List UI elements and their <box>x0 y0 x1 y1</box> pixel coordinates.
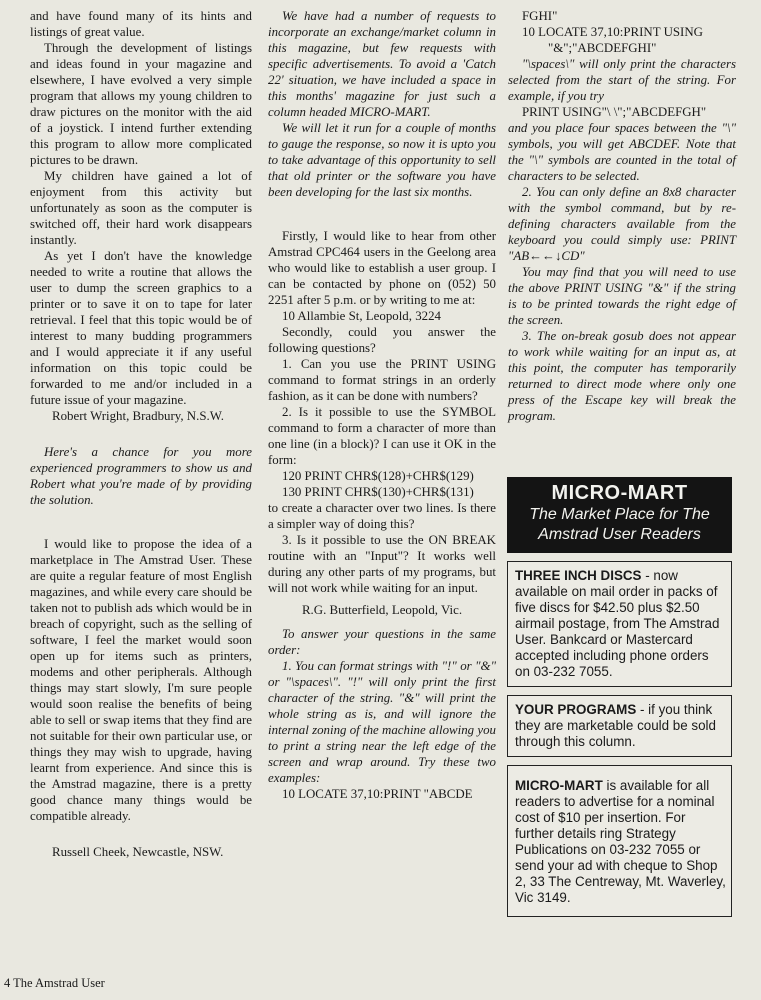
ad-programs-heading: YOUR PROGRAMS <box>515 702 637 717</box>
ad-your-programs <box>507 695 732 757</box>
ad-discs-body: - now available on mail order in packs of five discs for $42.50 plus $2.50 airmail postage, from The Amstrad User. Bankcard or Mastercard accepted including phone orders on 03-232 7055. <box>515 568 720 679</box>
letter3-para1: Firstly, I would like to hear from other Amstrad CPC464 users in the Geelong area who would like to establish a user group. I can be contacted by phone on (052) 50 2251 after 5 p.m. or by writing to me at: <box>268 229 496 307</box>
letter3-address: 10 Allambie St, Leopold, 3224 <box>282 309 441 323</box>
letter3-question2b: to create a character over two lines. Is there a simpler way of doing this? <box>268 501 496 531</box>
ad-info-body: is available for all readers to advertise for a nominal cost of $10 per insertion. For further details ring Strategy Publications on 03-232 7055 or send your ad with cheque to Shop 2, 33 The Centreway, Mt. Waverley, Vic 3149. <box>515 778 726 905</box>
column-middle <box>268 8 496 802</box>
letter3-question1: 1. Can you use the PRINT USING command to format strings in an orderly fashion, as it can be done with numbers? <box>268 357 496 403</box>
ad-micro-mart-info <box>507 765 732 917</box>
column-left <box>30 8 252 860</box>
answer-2b: You may find that you will need to use the above PRINT USING "&" if the string is to be printed towards the right edge of the screen. <box>508 265 736 327</box>
letter1-para4: As yet I don't have the knowledge needed to write a routine that allows the user to dump the screen graphics to a printer or to save it on to tape for later retrieval. I feel that this topic would be of interest to many budding programmers and I would appreciate it if any useful information on this topic could be forwarded to me and/or included in a future issue of your magazine. <box>30 249 252 407</box>
answer-3: 3. The on-break gosub does not appear to work while waiting for an input as, at this point, the computer has temporarily returned to direct mode where only one press of the Escape key will break the program. <box>508 329 736 423</box>
answer-1c: and you place four spaces between the "\" symbols, you will get ABCDEF. Note that the "\" symbols are counted in the total of characters to be selected. <box>508 121 736 183</box>
letter2-para1: I would like to propose the idea of a marketplace in The Amstrad User. These are quite a regular feature of most English magazines, and while every care should be taken not to publish ads which would be in breach of copyright, such as the selling of software, I feel the market would soon open up for items such as printers, modems and other peripherals. Although things may start slowly, I'm sure people would soon realise the benefits of being able to sell or swap items that they find are not suitable for their own particular use, or things they may wish to upgrade, having learnt from experience. And since this is the Amstrad magazine, there is a pretty good chance many things would be compatible already. <box>30 537 252 823</box>
code-line-10a-cont: FGHI" <box>522 9 558 23</box>
letter1-para1: and have found many of its hints and listings of great value. <box>30 9 252 39</box>
letter1-para2: Through the development of listings and ideas found in your magazine and elsewhere, I have evolved a very simple program that allows my young children to draw pictures on the monitor with the aid of a joystick. I intend further extending this program to allow more complicated pictures to be drawn. <box>30 41 252 167</box>
code-line-10b-cont: "&";"ABCDEFGHI" <box>548 41 657 55</box>
letter3-question2: 2. Is it possible to use the SYMBOL command to form a character of more than one line (in a block)? I can use it OK in the form: <box>268 405 496 467</box>
code-line-10a: 10 LOCATE 37,10:PRINT "ABCDE <box>282 787 473 801</box>
letter3-question3: 3. Is it possible to use the ON BREAK routine with an "Input"? It works well during any other parts of my programs, but will not work while waiting for an input. <box>268 533 496 595</box>
code-print-using: PRINT USING"\ \";"ABCDEFGH" <box>522 105 707 119</box>
micro-mart-panel <box>507 477 732 917</box>
page-footer: 4 The Amstrad User <box>4 976 105 990</box>
ad-discs-heading: THREE INCH DISCS <box>515 568 642 583</box>
code-line-120: 120 PRINT CHR$(128)+CHR$(129) <box>282 469 474 483</box>
letter3-signature: R.G. Butterfield, Leopold, Vic. <box>301 603 463 617</box>
micro-mart-title: MICRO-MART <box>551 482 688 504</box>
micro-mart-header <box>507 477 732 553</box>
ad-three-inch-discs <box>507 561 732 687</box>
editor-reply-2a: We have had a number of requests to incorporate an exchange/market column in this magazine, but few requests with specific advertisements. To avoid a 'Catch 22' situation, we have included a space in this months' magazine for just such a column headed MICRO-MART. <box>268 9 496 119</box>
ad-programs-body: - if you think they are marketable could be sold through this column. <box>515 702 716 749</box>
micro-mart-subtitle: The Market Place for The Amstrad User Readers <box>529 506 710 543</box>
answer-1b: "\spaces\" will only print the characters selected from the start of the string. For example, if you try <box>508 57 736 103</box>
ad-info-heading: MICRO-MART <box>515 778 603 793</box>
column-right <box>508 8 736 424</box>
letter2-signature: Russell Cheek, Newcastle, NSW. <box>52 845 224 859</box>
editor-reply-2b: We will let it run for a couple of months to gauge the response, so now it is upto you to take advantage of this opportunity to sell that old printer or the software you have been developing for the last six months. <box>268 121 496 199</box>
code-line-130: 130 PRINT CHR$(130)+CHR$(131) <box>282 485 474 499</box>
letter3-para2: Secondly, could you answer the following questions? <box>268 325 496 355</box>
answer-2: 2. You can only define an 8x8 character with the symbol command, but by re-defining characters available from the keyboard you could simply use: PRINT "AB←←↓CD" <box>508 185 736 263</box>
answer-intro: To answer your questions in the same order: <box>268 627 496 657</box>
code-line-10b: 10 LOCATE 37,10:PRINT USING <box>522 25 703 39</box>
answer-1: 1. You can format strings with "!" or "&" or "\spaces\". "!" will only print the first character of the string. "&" will print the whole string as is, and will ignore the internal zoning of the machine allowing you to print a string near the left edge of the screen and wrap around. Try these two examples: <box>268 659 496 785</box>
letter1-signature: Robert Wright, Bradbury, N.S.W. <box>52 409 224 423</box>
letter1-para3: My children have gained a lot of enjoyment from this activity but unfortunately as soon as the computer is switched off, their hard work disappears instantly. <box>30 169 252 247</box>
editor-reply-1: Here's a chance for you more experienced programmers to show us and Robert what you're made of by providing the solution. <box>30 445 252 507</box>
